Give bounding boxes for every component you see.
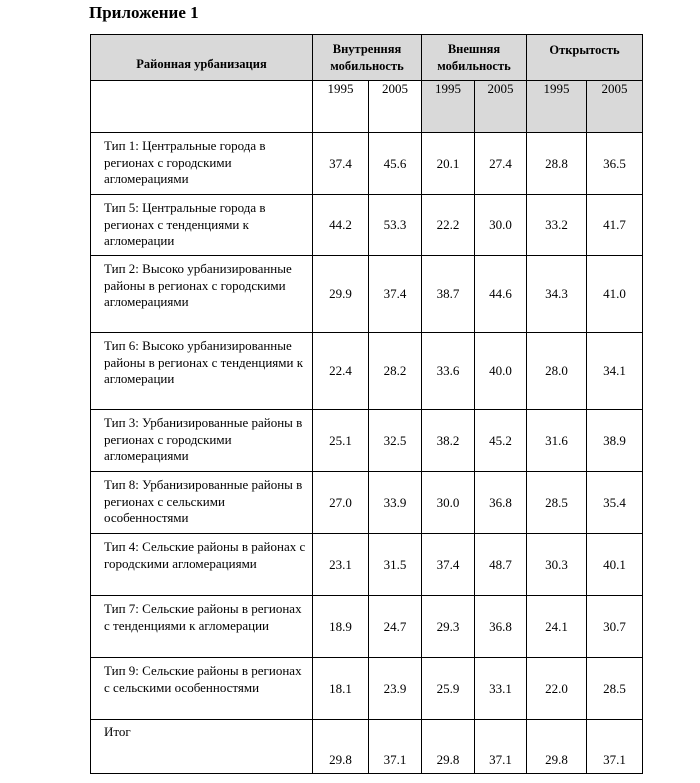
value-cell: 36.5	[587, 133, 643, 195]
row-label: Тип 4: Сельские районы в районах с городскими агломерациями	[91, 534, 313, 596]
value-cell: 18.1	[313, 658, 369, 720]
group-header-external-mobility: Внешняя мобильность	[422, 35, 527, 81]
value-cell: 48.7	[475, 534, 527, 596]
value-cell: 36.8	[475, 596, 527, 658]
value-cell: 25.9	[422, 658, 475, 720]
value-cell: 34.1	[587, 333, 643, 410]
total-value-cell: 29.8	[422, 720, 475, 774]
value-cell: 36.8	[475, 472, 527, 534]
value-cell: 22.0	[527, 658, 587, 720]
year-header-row	[91, 81, 643, 133]
table-row	[91, 534, 643, 596]
group-header-row	[91, 35, 643, 81]
value-cell: 24.1	[527, 596, 587, 658]
value-cell: 37.4	[422, 534, 475, 596]
row-label: Тип 1: Центральные города в регионах с городскими агломерациями	[91, 133, 313, 195]
value-cell: 22.4	[313, 333, 369, 410]
total-row	[91, 720, 643, 774]
year-header: 1995	[313, 81, 369, 133]
total-value-cell: 29.8	[527, 720, 587, 774]
value-cell: 30.3	[527, 534, 587, 596]
value-cell: 33.2	[527, 195, 587, 256]
table-row	[91, 596, 643, 658]
value-cell: 22.2	[422, 195, 475, 256]
value-cell: 25.1	[313, 410, 369, 472]
value-cell: 28.0	[527, 333, 587, 410]
value-cell: 33.1	[475, 658, 527, 720]
value-cell: 41.7	[587, 195, 643, 256]
value-cell: 35.4	[587, 472, 643, 534]
value-cell: 33.9	[369, 472, 422, 534]
header-label: Районная урбанизация	[91, 35, 313, 81]
value-cell: 28.5	[527, 472, 587, 534]
value-cell: 44.6	[475, 256, 527, 333]
year-header-blank	[91, 81, 313, 133]
year-header: 2005	[587, 81, 643, 133]
value-cell: 31.6	[527, 410, 587, 472]
table-row	[91, 410, 643, 472]
year-header: 1995	[422, 81, 475, 133]
value-cell: 37.4	[313, 133, 369, 195]
page-title: Приложение 1	[89, 3, 199, 22]
value-cell: 32.5	[369, 410, 422, 472]
value-cell: 18.9	[313, 596, 369, 658]
row-label: Тип 9: Сельские районы в регионах с сельскими особенностями	[91, 658, 313, 720]
value-cell: 28.2	[369, 333, 422, 410]
value-cell: 30.0	[475, 195, 527, 256]
value-cell: 45.2	[475, 410, 527, 472]
year-header: 2005	[475, 81, 527, 133]
group-header-openness: Открытость	[527, 35, 643, 81]
row-label: Тип 5: Центральные города в регионах с тенденциями к агломерации	[91, 195, 313, 256]
value-cell: 34.3	[527, 256, 587, 333]
year-header: 1995	[527, 81, 587, 133]
group-header-internal-mobility: Внутренняя мобильность	[313, 35, 422, 81]
value-cell: 27.0	[313, 472, 369, 534]
value-cell: 38.9	[587, 410, 643, 472]
value-cell: 30.0	[422, 472, 475, 534]
table-row	[91, 133, 643, 195]
value-cell: 40.1	[587, 534, 643, 596]
row-label: Тип 8: Урбанизированные районы в регионах с сельскими особенностями	[91, 472, 313, 534]
value-cell: 23.1	[313, 534, 369, 596]
value-cell: 44.2	[313, 195, 369, 256]
value-cell: 37.4	[369, 256, 422, 333]
value-cell: 38.7	[422, 256, 475, 333]
total-value-cell: 37.1	[475, 720, 527, 774]
table-row	[91, 195, 643, 256]
table-row	[91, 658, 643, 720]
value-cell: 28.8	[527, 133, 587, 195]
table-row	[91, 333, 643, 410]
value-cell: 29.3	[422, 596, 475, 658]
total-value-cell: 29.8	[313, 720, 369, 774]
value-cell: 45.6	[369, 133, 422, 195]
total-label: Итог	[91, 720, 313, 774]
value-cell: 30.7	[587, 596, 643, 658]
year-header: 2005	[369, 81, 422, 133]
value-cell: 29.9	[313, 256, 369, 333]
row-label: Тип 3: Урбанизированные районы в регионах с городскими агломерациями	[91, 410, 313, 472]
total-value-cell: 37.1	[587, 720, 643, 774]
value-cell: 31.5	[369, 534, 422, 596]
value-cell: 41.0	[587, 256, 643, 333]
row-label: Тип 6: Высоко урбанизированные районы в регионах с тенденциями к агломерации	[91, 333, 313, 410]
total-value-cell: 37.1	[369, 720, 422, 774]
value-cell: 40.0	[475, 333, 527, 410]
value-cell: 38.2	[422, 410, 475, 472]
row-label: Тип 2: Высоко урбанизированные районы в регионах с городскими агломерациями	[91, 256, 313, 333]
table-row	[91, 472, 643, 534]
value-cell: 33.6	[422, 333, 475, 410]
value-cell: 24.7	[369, 596, 422, 658]
urbanization-table	[90, 34, 643, 774]
value-cell: 23.9	[369, 658, 422, 720]
row-label: Тип 7: Сельские районы в регионах с тенденциями к агломерации	[91, 596, 313, 658]
value-cell: 28.5	[587, 658, 643, 720]
value-cell: 20.1	[422, 133, 475, 195]
value-cell: 27.4	[475, 133, 527, 195]
table-row	[91, 256, 643, 333]
value-cell: 53.3	[369, 195, 422, 256]
